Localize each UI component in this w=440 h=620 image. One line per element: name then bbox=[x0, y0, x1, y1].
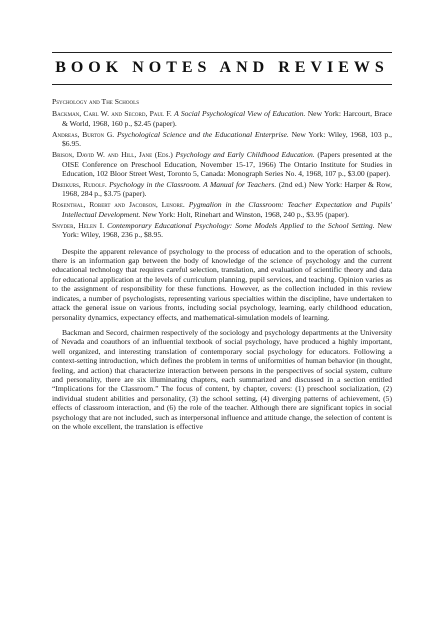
heading-top-rule bbox=[52, 52, 392, 53]
entry-details: (2nd ed.) New York: Harper & Row, 1968, 284 p., $3.75 (paper). bbox=[62, 180, 392, 199]
entry-author: Andreas, Burton G. bbox=[52, 129, 115, 139]
heading-bottom-rule bbox=[52, 84, 392, 85]
entry-details: (Papers presented at the OISE Conference on Preschool Education, November 15-17, 1966) The Ontario Institute for Studies in Education, 102 Bloor Street West, Toronto 5, Canada: Monograph Series No. 4, 1968, 107 p., $3.00 (paper). bbox=[62, 150, 393, 179]
entry-author: Rosenthal, Robert and Jacobson, Lenore. bbox=[52, 200, 185, 210]
entry-author: Backman, Carl W. and Secord, Paul F. bbox=[52, 109, 172, 119]
entry-title: Psychology in the Classroom. A Manual for Teachers. bbox=[109, 180, 277, 190]
review-content bbox=[52, 97, 392, 431]
entry-details: New York: Wiley, 1968, 236 p., $8.95. bbox=[62, 220, 392, 240]
page-heading: BOOK NOTES AND REVIEWS bbox=[55, 59, 389, 76]
book-entry bbox=[52, 109, 392, 128]
entry-author: Dreikurs, Rudolf. bbox=[52, 180, 107, 190]
book-entry bbox=[52, 130, 392, 149]
review-paragraph: Despite the apparent relevance of psychology to the process of education and to the operation of schools, there is an information gap between the body of knowledge of the science of psychology and the current educational technology that requires careful selection, translation, and evaluation of scientific theory and data for educational application at the levels of curriculum planning, pupil services, and teaching. Opinion varies as to the assignment of responsibility for these functions. However, as the collection included in this review indicates, a number of psychologists, representing various specialties within the discipline, have undertaken to attack the general issue on various fronts, including social psychology, learning, early childhood education, personality dynamics, expectancy effects, and mathematical-simulation models of learning. bbox=[52, 246, 392, 322]
book-entry bbox=[52, 150, 392, 178]
book-entry bbox=[52, 180, 392, 199]
entry-title: Contemporary Educational Psychology: Some Models Applied to the School Setting. bbox=[107, 220, 375, 230]
entry-details: New York: Wiley, 1968, 103 p., $6.95. bbox=[62, 129, 393, 149]
book-entry bbox=[52, 221, 392, 240]
review-paragraph: Backman and Secord, chairmen respectively of the sociology and psychology departments at the University of Nevada and coauthors of an influential textbook of social psychology, have produced a highly important, well organized, and interesting translation of contemporary social psychology for educators. Following a context-setting introduction, which defines the problem in terms of uniformities of human behavior (in thought, feeling, and action) that characterize interaction between persons in the perspectives of social system, culture and personality, there are six illuminating chapters, each summarized and discussed in a section entitled “Implications for the Classroom.” The focus of content, by chapter, covers: (1) preschool socialization, (2) individual student abilities and personality, (3) the school setting, (4) diverging patterns of achievement, (5) effects of classroom interaction, and (6) the role of the teacher. Although there are significant topics in social psychology that are not included, such as interpersonal influence and attitude change, the selection of content is on the whole excellent, the translation is effective bbox=[52, 327, 392, 431]
entry-title: Psychology and Early Childhood Education. bbox=[175, 150, 315, 160]
entry-details: New York: Harcourt, Brace & World, 1968, 160 p., $2.45 (paper). bbox=[62, 109, 393, 128]
entry-title: A Social Psychological View of Education. bbox=[174, 109, 306, 119]
entry-details: New York: Holt, Rinehart and Winston, 1968, 240 p., $3.95 (paper). bbox=[142, 209, 350, 219]
entry-author: Brison, David W. and Hill, Jane (Eds.) bbox=[52, 150, 173, 160]
section-title: Psychology and The Schools bbox=[52, 97, 139, 106]
book-entry bbox=[52, 200, 392, 219]
entry-title: Pygmalion in the Classroom: Teacher Expectation and Pupils' Intellectual Development. bbox=[62, 200, 392, 219]
entry-title: Psychological Science and the Educational Enterprise. bbox=[116, 129, 289, 139]
entry-author: Snyder, Helen I. bbox=[52, 220, 105, 230]
